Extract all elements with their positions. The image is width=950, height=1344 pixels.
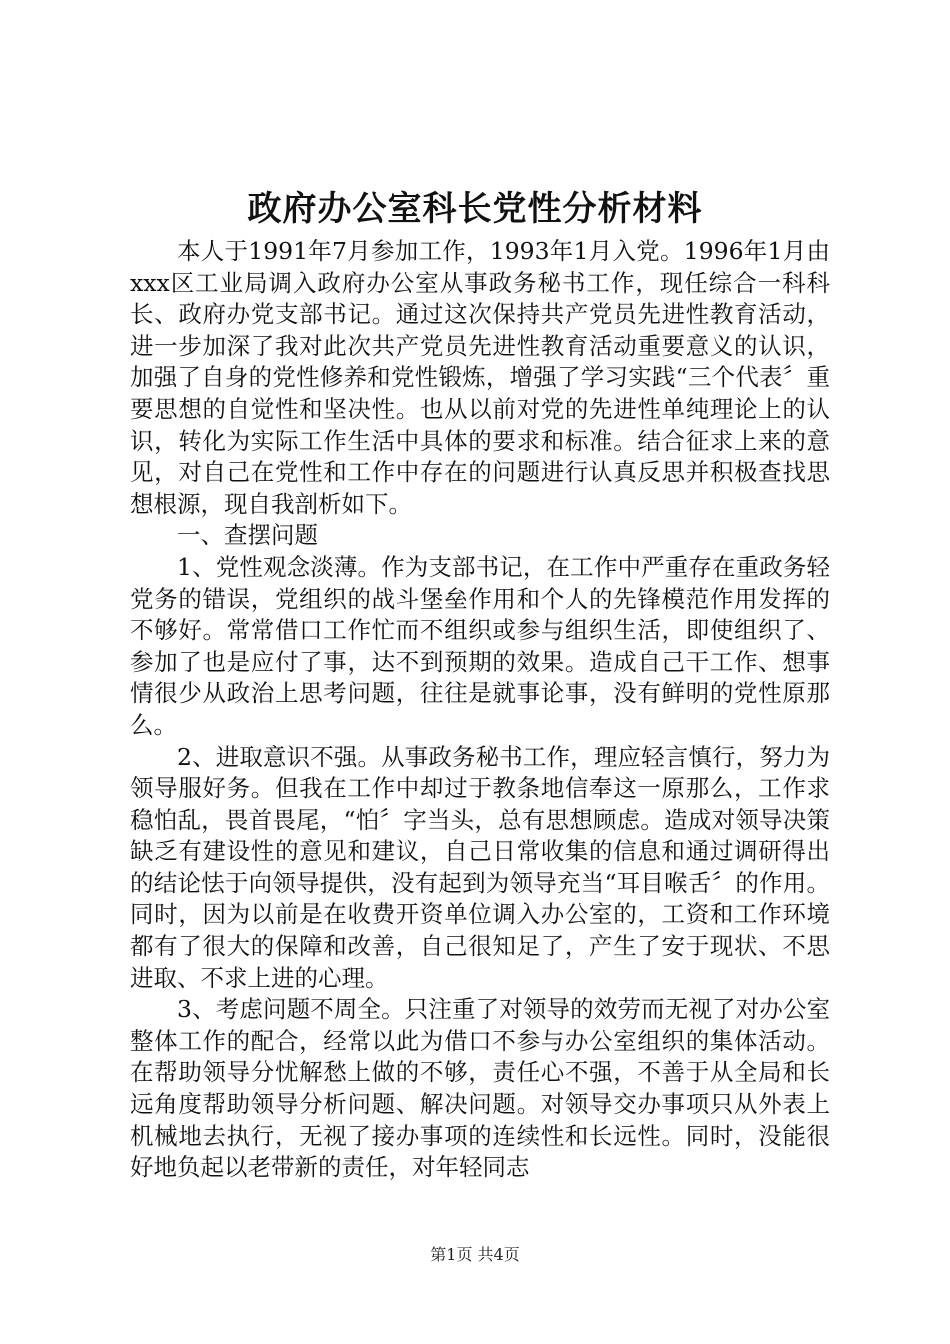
- section-heading: 一、查摆问题: [177, 521, 318, 550]
- paragraph-intro: 本人于1991年7月参加工作，1993年1月入党。1996年1月由xxx区工业局调入政府办公室从事政务秘书工作，现任综合一科科长、政府办党支部书记。通过这次保持共产党员先进性教育活动，进一步加深了我对此次共产党员先进性教育活动重要意义的认识，加强了自身的党性修养和党性锻炼，增强了学习实践“三个代表〞重要思想的自觉性和坚决性。也从以前对党的先进性单纯理论上的认识，转化为实际工作生活中具体的要求和标准。结合征求上来的意见，对自己在党性和工作中存在的问题进行认真反思并积极查找思想根源，现自我剖析如下。: [130, 237, 830, 518]
- paragraph-item-3: 3、考虑问题不周全。只注重了对领导的效劳而无视了对办公室整体工作的配合，经常以此为借口不参与办公室组织的集体活动。在帮助领导分忧解愁上做的不够，责任心不强，不善于从全局和长远角度帮助领导分析问题、解决问题。对领导交办事项只从外表上机械地去执行，无视了接办事项的连续性和长远性。同时，没能很好地负起以老带新的责任，对年轻同志: [130, 995, 830, 1182]
- document-title: 政府办公室科长党性分析材料: [247, 189, 703, 229]
- document-body: [130, 236, 830, 1184]
- paragraph-item-2: 2、进取意识不强。从事政务秘书工作，理应轻言慎行，努力为领导服好务。但我在工作中却过于教条地信奉这一原那么，工作求稳怕乱，畏首畏尾，“怕〞字当头，总有思想顾虑。造成对领导决策缺乏有建设性的意见和建议，自己日常收集的信息和通过调研得出的结论怯于向领导提供，没有起到为领导充当“耳目喉舌〞的作用。同时，因为以前是在收费开资单位调入办公室的，工资和工作环境都有了很大的保障和改善，自己很知足了，产生了安于现状、不思进取、不求上进的心理。: [130, 742, 830, 992]
- page-footer: 第1页 共4页: [430, 1245, 520, 1264]
- paragraph-item-1: 1、党性观念淡薄。作为支部书记，在工作中严重存在重政务轻党务的错误，党组织的战斗堡垒作用和个人的先锋模范作用发挥的不够好。常常借口工作忙而不组织或参与组织生活，即使组织了、参加了也是应付了事，达不到预期的效果。造成自己干工作、想事情很少从政治上思考问题，往往是就事论事，没有鲜明的党性原那么。: [130, 552, 830, 739]
